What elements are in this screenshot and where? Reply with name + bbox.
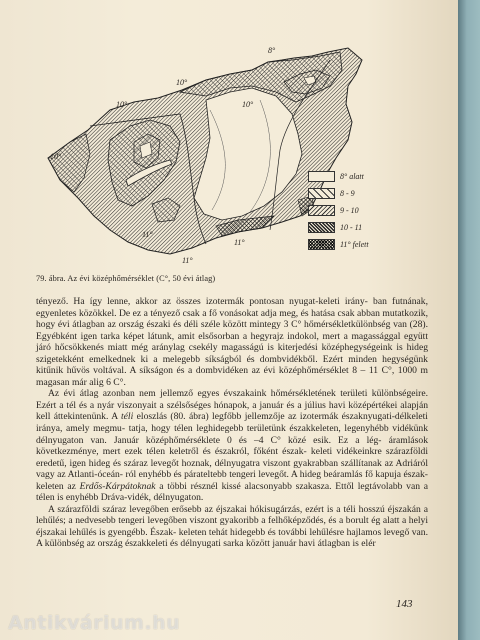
watermark: Antikvárium.hu <box>8 612 181 634</box>
text-line-tail: a többi résznél kissé alacsonyabb szakasza. Ettől <box>155 480 354 492</box>
map-label: 11° <box>234 238 245 247</box>
legend-label: 8° alatt <box>340 172 364 181</box>
legend-item <box>308 170 448 184</box>
text-line: délnyugaton van. Január középhőmérséklete 0 és –4 C° közé esik. Ez a lég- <box>36 434 382 446</box>
book-spine <box>458 0 480 640</box>
text-line: téli hosszú éjszakán a lehűlés; a nedvesebb tengeri levegőben viszont gyakoribb <box>36 503 428 527</box>
text-line: legfőbb jellemzője az izotermák északnyugati-délkeleti iránya, amely megmu- <box>36 411 428 435</box>
legend-item <box>308 204 448 218</box>
emphasis: téli <box>121 411 134 423</box>
text-line: tatja, hogy télen leghidegebb területünk északkeleten, legenyhébb vidékünk <box>128 423 428 435</box>
map-label: 10° <box>116 100 128 109</box>
text-line: ról enyhébb és párateltebb tengeri levegőt. A hideg beáramlás fő kapuja észak- <box>125 469 428 481</box>
text-line: délnyugatra viszont gyakrabban szállítanak az Adriáról vagy az Atlanti-óceán- <box>36 457 429 481</box>
text-line: keleten tehát hidegebb és további lehűlésre hajlamos levegő van. A különbség <box>36 526 429 550</box>
text-line: és a dombvidéken az évi középhőmérséklet 8 – 11 C°, 1000 m magasan már alig <box>36 365 428 388</box>
text-line: középhegységeink is hideg szigetekként emelkednek ki a melegebb síkságból <box>36 342 429 365</box>
text-line: déli széle között mintegy 3 C° hőmérsékletkülönbség van (28). Egyébként igen <box>36 319 428 342</box>
paragraph <box>36 388 428 503</box>
text-line: az ország északkeleti és délnyugati sarka között január havi átlagban is elér <box>86 538 376 550</box>
map-label: 11° <box>182 256 193 265</box>
text-line-tail: eloszlás (80. ábra) <box>133 411 209 423</box>
legend-swatch <box>308 205 335 216</box>
legend-item <box>308 221 448 235</box>
text-line: és a július havi középértékei alapján kell áttekintenünk. A <box>36 399 428 423</box>
legend-label: 9 - 10 <box>340 206 359 215</box>
text-line: 6 C°. <box>106 376 126 388</box>
map-legend <box>308 170 448 270</box>
paragraph <box>36 504 428 550</box>
text-line: és dombvidékből. Ezért minden hegységünk kitűnik hűvös voltával. A síkságon <box>36 353 428 377</box>
paragraph <box>36 296 428 388</box>
legend-item <box>308 238 448 252</box>
body-text <box>36 296 428 550</box>
text-line: különbségeire. Ezért a tél és a nyár viszonyait a szélsőséges hónapok, a január <box>36 388 429 411</box>
page-number: 143 <box>396 598 413 610</box>
legend-swatch <box>308 188 335 199</box>
figure-caption: 79. ábra. Az évi középhőmérséklet (C°, 50 évi átlag) <box>36 274 216 283</box>
legend-swatch <box>308 222 335 233</box>
text-line: meg, és hatása csak abban mutatkozik, hogy évi átlagban az ország északi és <box>36 307 428 331</box>
legend-swatch <box>308 239 335 250</box>
map-label: 10° <box>176 78 188 87</box>
text-line: legtávolabb van a télen is enyhébb Dráva-vidék, délnyugaton. <box>36 480 428 504</box>
map-label: 10° <box>50 152 62 161</box>
text-line: keleti vidékeinkre szárazföldi eredetű, igen hideg és száraz levegőt hoznak, <box>36 446 428 469</box>
legend-item <box>308 187 448 201</box>
map-label: 10° <box>242 100 254 109</box>
text-line: a felhőképződés, és a borult ég alatt a helyi éjszakai lehűlés is gyengébb. Észak- <box>36 515 428 538</box>
text-line: ban futnának, egyenletes közökkel. De ez a tényező csak a fő vonásokat adja <box>36 296 429 319</box>
text-line: keleten az <box>36 480 80 492</box>
legend-swatch <box>308 171 335 182</box>
text-line: együtt járó hőcsökkenés miatt még aránylag csekély magasságú is kiterjedési <box>36 330 429 354</box>
map-label: 11° <box>142 230 153 239</box>
text-line: Az évi átlag azonban nem jellemző egyes évszakaink hőmérsékletének területi <box>48 388 368 400</box>
map-label: 8° <box>268 46 276 55</box>
text-line: A szárazföldi száraz levegőben erősebb az éjszakai hókisugárzás, ezért is a <box>48 503 341 515</box>
text-line: tényező. Ha így lenne, akkor az összes izotermák pontosan nyugat-keleti irány- <box>36 296 368 307</box>
text-line: tarka képet látunk, amit elsősorban a hegyrajz indokol, mert a magassággal <box>100 330 401 342</box>
legend-label: 11° felett <box>340 240 369 249</box>
text-line: áramlások következménye, mert ezek télen keletről és északról, főként észak- <box>36 434 428 458</box>
legend-label: 10 - 11 <box>340 223 363 232</box>
legend-label: 8 - 9 <box>340 189 355 198</box>
emphasis: Erdős-Kárpátoknak <box>79 480 156 492</box>
